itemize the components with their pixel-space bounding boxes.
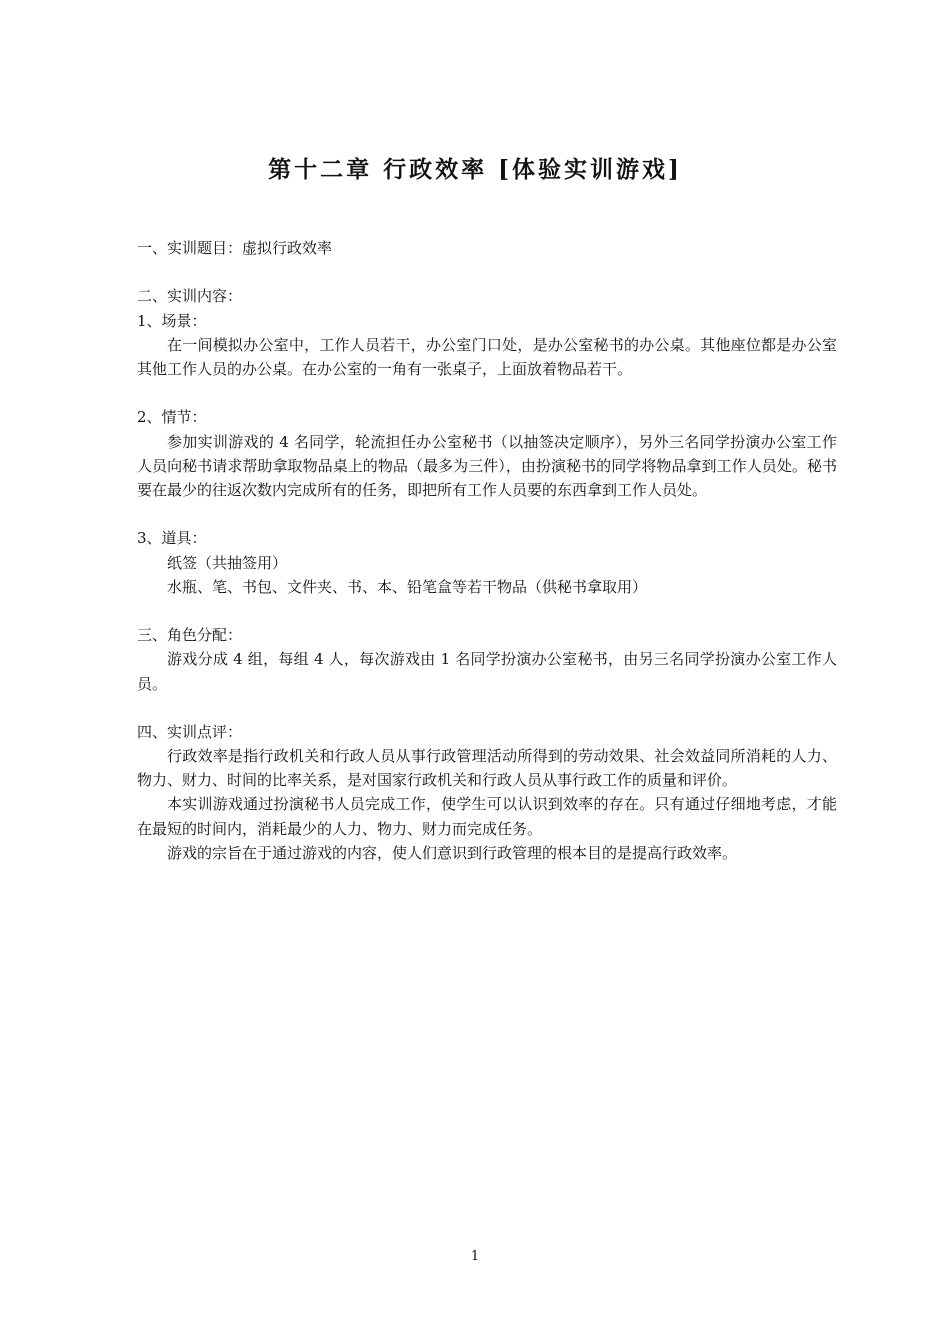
blank-line xyxy=(137,502,837,526)
document-body xyxy=(137,236,837,865)
section-heading-content: 二、实训内容： xyxy=(137,287,243,306)
subheading-plot: 2、情节： xyxy=(137,408,207,427)
subheading-scene: 1、场景： xyxy=(137,311,207,330)
blank-line xyxy=(137,696,837,720)
props-item: 水瓶、笔、书包、文件夹、书、本、铅笔盒等若干物品（供秘书拿取用） xyxy=(167,577,648,596)
paragraph-review: 本实训游戏通过扮演秘书人员完成工作，使学生可以认识到效率的存在。只有通过仔细地考虑，才能在最短的时间内，消耗最少的人力、物力、财力而完成任务。 xyxy=(137,795,837,838)
paragraph-roles: 游戏分成 4 组，每组 4 人，每次游戏由 1 名同学扮演办公室秘书，由另三名同学扮演办公室工作人员。 xyxy=(137,650,837,693)
page-number: 1 xyxy=(470,1249,480,1264)
section-heading-topic: 一、实训题目：虚拟行政效率 xyxy=(137,239,333,257)
paragraph-review: 行政效率是指行政机关和行政人员从事行政管理活动所得到的劳动效果、社会效益同所消耗的人力、物力、财力、时间的比率关系，是对国家行政机关和行政人员从事行政工作的质量和评价。 xyxy=(137,747,837,790)
paragraph-review: 游戏的宗旨在于通过游戏的内容，使人们意识到行政管理的根本目的是提高行政效率。 xyxy=(167,843,738,862)
blank-line xyxy=(137,599,837,623)
blank-line xyxy=(137,381,837,405)
subheading-props: 3、道具： xyxy=(137,529,207,548)
section-heading-review: 四、实训点评： xyxy=(137,722,243,741)
paragraph-scene: 在一间模拟办公室中，工作人员若干，办公室门口处，是办公室秘书的办公桌。其他座位都是办公室其他工作人员的办公桌。在办公室的一角有一张桌子，上面放着物品若干。 xyxy=(137,335,837,378)
section-heading-roles: 三、角色分配： xyxy=(137,626,243,645)
blank-line xyxy=(137,260,837,284)
chapter-title: 第十二章 行政效率 [体验实训游戏] xyxy=(268,156,682,183)
paragraph-plot: 参加实训游戏的 4 名同学，轮流担任办公室秘书（以抽签决定顺序），另外三名同学扮演办公室工作人员向秘书请求帮助拿取物品桌上的物品（最多为三件），由扮演秘书的同学将物品拿到工作人员处。秘书要在最少的往返次数内完成所有的任务，即把所有工作人员要的东西拿到工作人员处。 xyxy=(137,432,837,499)
props-item: 纸签（共抽签用） xyxy=(167,553,288,572)
